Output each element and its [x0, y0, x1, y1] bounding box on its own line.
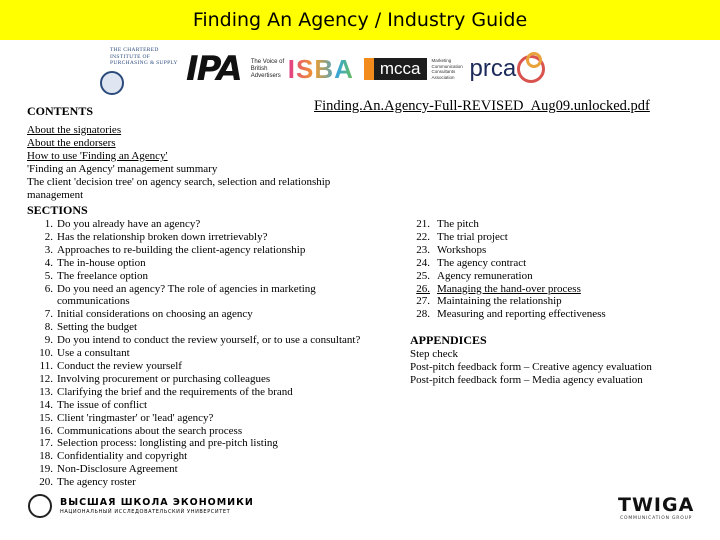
- list-item: communications: [57, 295, 130, 308]
- list-item: 16. Communications about the search process: [39, 424, 243, 437]
- isba-tagline: The Voice of British Advertisers: [250, 58, 285, 79]
- link-how-to-use[interactable]: How to use 'Finding an Agency': [27, 149, 168, 162]
- list-item: 10. Use a consultant: [39, 347, 130, 360]
- cips-seal-icon: [100, 71, 124, 95]
- list-item: 11. Conduct the review yourself: [39, 359, 182, 372]
- list-item: 18. Confidentiality and copyright: [39, 450, 188, 463]
- list-item: Step check: [410, 348, 458, 360]
- sections-list-left: [27, 218, 397, 489]
- list-item: Post-pitch feedback form – Media agency evaluation: [410, 373, 643, 386]
- list-item: 15. Client 'ringmaster' or 'lead' agency?: [39, 411, 214, 424]
- mcca-tagline: Marketing Communication Consultants Association: [431, 58, 463, 80]
- list-item: 25. Agency remuneration: [416, 269, 533, 282]
- hse-name: ВЫСШАЯ ШКОЛА ЭКОНОМИКИ: [60, 497, 254, 508]
- decision-tree-text: The client 'decision tree' on agency search, selection and relationship management: [27, 175, 331, 201]
- list-item: 22. The trial project: [416, 230, 508, 243]
- list-item: 6. Do you need an agency? The role of agencies in marketing: [44, 282, 316, 295]
- sections-heading: SECTIONS: [27, 203, 88, 217]
- list-item: 21. The pitch: [416, 218, 479, 230]
- twiga-subtitle: COMMUNICATION GROUP: [620, 516, 693, 521]
- mcca-wordmark: mcca: [374, 58, 427, 80]
- prca-wordmark: prca: [469, 55, 517, 82]
- appendices-heading: APPENDICES: [410, 333, 487, 347]
- list-item: 1. Do you already have an agency?: [44, 218, 201, 230]
- list-item: 8. Setting the budget: [44, 321, 138, 334]
- list-item: 4. The in-house option: [44, 256, 146, 269]
- list-item: 28. Measuring and reporting effectiveness: [416, 308, 606, 321]
- list-item: 2. Has the relationship broken down irretrievably?: [44, 230, 268, 243]
- title-bar: [0, 0, 720, 40]
- twiga-logo: [618, 494, 694, 521]
- prca-knot-icon: [517, 55, 545, 83]
- list-item: 19. Non-Disclosure Agreement: [39, 463, 178, 476]
- list-item: 23. Workshops: [416, 243, 487, 256]
- list-item: 3. Approaches to re-building the client-agency relationship: [44, 243, 306, 256]
- list-item: 12. Involving procurement or purchasing colleagues: [39, 372, 271, 385]
- contents-summary: [27, 163, 372, 202]
- list-item: Post-pitch feedback form – Creative agency evaluation: [410, 360, 652, 373]
- management-summary-text: 'Finding an Agency' management summary: [27, 163, 218, 175]
- hse-seal-icon: [28, 494, 52, 518]
- contents-links: [27, 124, 387, 163]
- hse-logo: [28, 494, 254, 518]
- list-item: 24. The agency contract: [416, 256, 527, 269]
- link-about-endorsers[interactable]: About the endorsers: [27, 136, 116, 149]
- list-item: 20. The agency roster: [39, 476, 136, 489]
- cips-logo-text: THE CHARTERED INSTITUTE OF PURCHASING & SUPPLY: [110, 47, 178, 66]
- mcca-square-icon: [364, 58, 374, 80]
- prca-logo: [470, 55, 546, 83]
- logo-strip: [98, 44, 545, 94]
- appendices-list: [410, 348, 710, 387]
- list-item: 5. The freelance option: [44, 269, 149, 282]
- pdf-file-link[interactable]: Finding.An.Agency-Full-REVISED_Aug09.unlocked.pdf: [314, 98, 650, 114]
- list-item-handover-link[interactable]: 26. Managing the hand-over process: [416, 282, 581, 295]
- sections-list-right: [410, 218, 710, 321]
- ipa-logo: IPA: [186, 49, 241, 89]
- list-item: 13. Clarifying the brief and the requirements of the brand: [39, 385, 293, 398]
- list-item: 27. Maintaining the relationship: [416, 295, 562, 308]
- page-title: Finding An Agency / Industry Guide: [192, 9, 528, 31]
- list-item: 17. Selection process: longlisting and pre-pitch listing: [39, 437, 278, 450]
- list-item: 7. Initial considerations on choosing an agency: [44, 308, 253, 321]
- contents-heading: CONTENTS: [27, 104, 94, 118]
- list-item: 9. Do you intend to conduct the review yourself, or to use a consultant?: [44, 334, 361, 347]
- cips-logo: [98, 45, 180, 93]
- hse-subtitle: НАЦИОНАЛЬНЫЙ ИССЛЕДОВАТЕЛЬСКИЙ УНИВЕРСИТЕТ: [60, 509, 231, 515]
- isba-logo: [251, 54, 354, 85]
- isba-wordmark: ISBA: [287, 53, 354, 84]
- list-item: 14. The issue of conflict: [39, 398, 148, 411]
- mcca-logo: [364, 56, 466, 82]
- link-about-signatories[interactable]: About the signatories: [27, 124, 122, 136]
- twiga-wordmark: TWIGA: [618, 494, 695, 516]
